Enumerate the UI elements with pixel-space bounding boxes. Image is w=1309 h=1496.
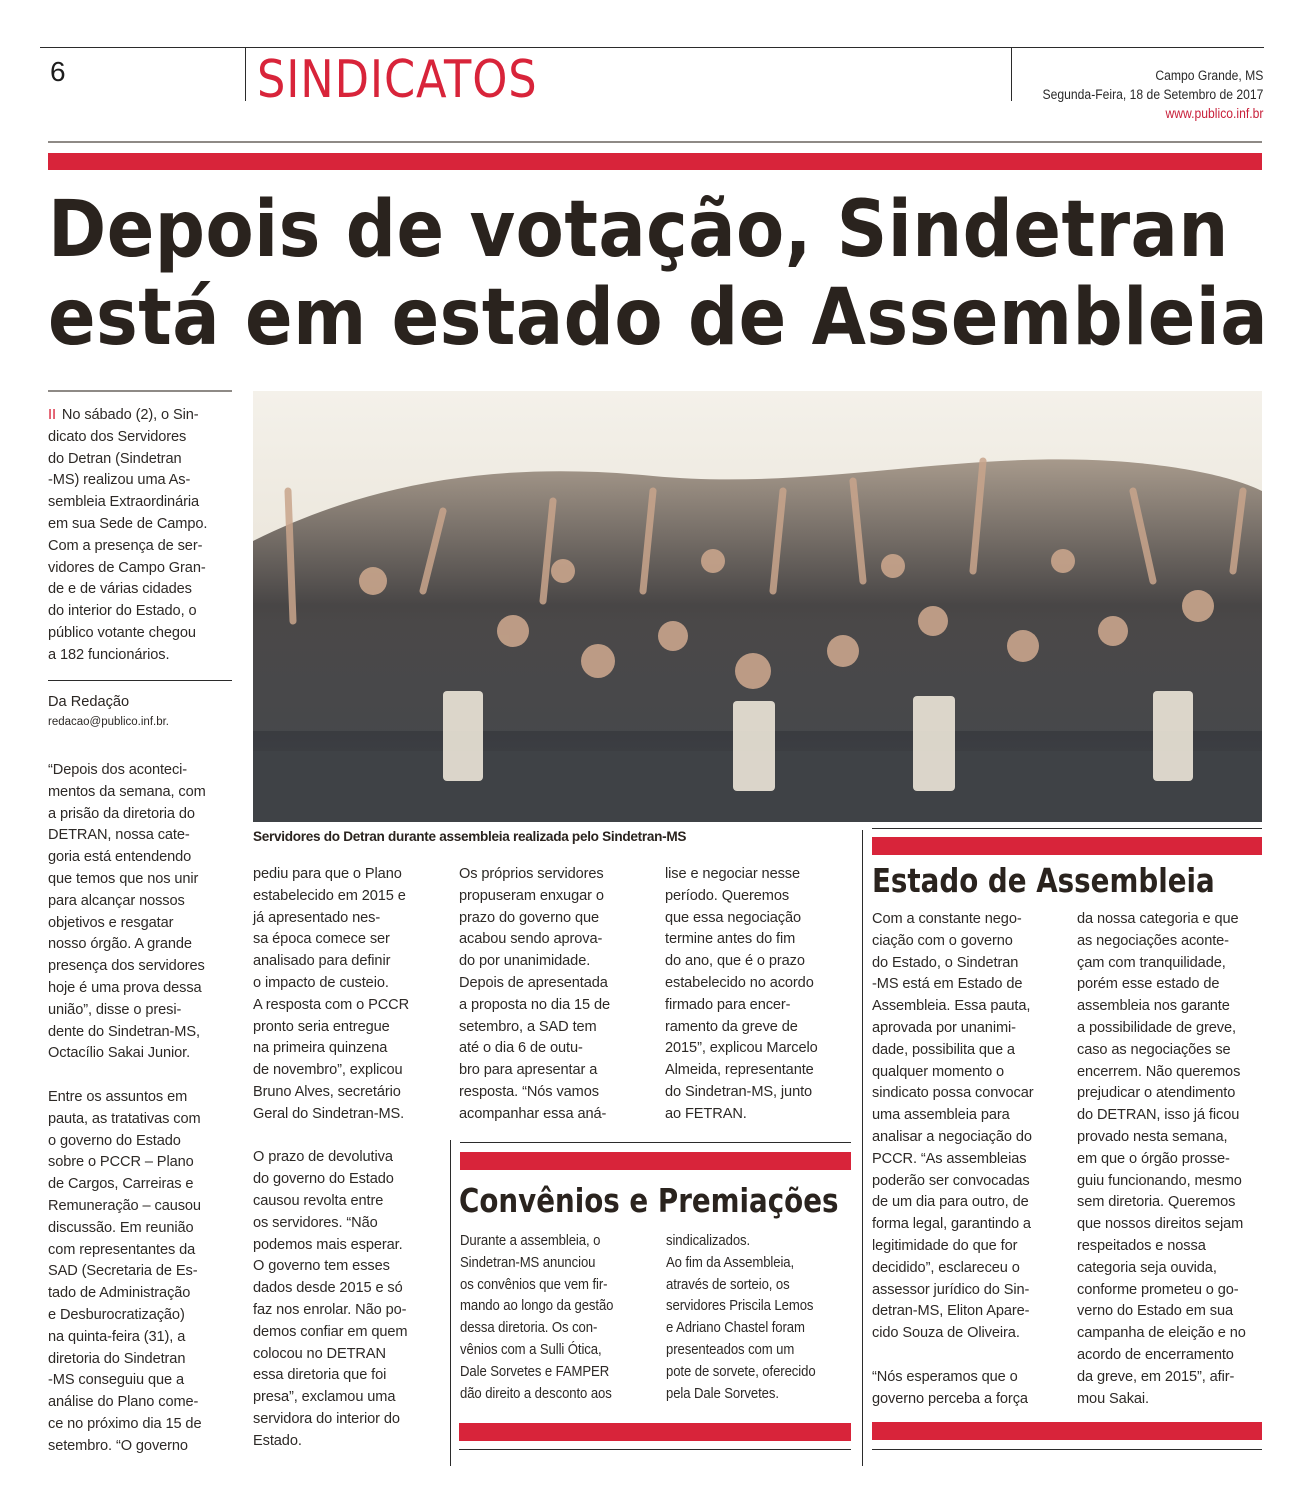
text-line: Estado.: [253, 1432, 302, 1449]
convenios-title: Convênios e Premiações: [459, 1181, 839, 1220]
text-line: que essa negociação: [665, 909, 802, 926]
body-column-3: [459, 864, 610, 1126]
text-line: 2015”, explicou Marcelo: [665, 1040, 818, 1057]
text-line: assessor jurídico do Sin-: [872, 1281, 1030, 1298]
convenios-bottom-rule: [459, 1449, 851, 1450]
text-line: guiu funcionando, mesmo: [1077, 1172, 1242, 1189]
text-line: “Nós esperamos que o: [872, 1368, 1018, 1385]
text-line: verno do Estado em sua: [1077, 1303, 1233, 1320]
convenios-column-1: [460, 1231, 613, 1405]
text-line: do ano, que é o prazo: [665, 953, 805, 970]
text-line: SAD (Secretaria de Es-: [48, 1263, 198, 1280]
text-line: a 182 funcionários.: [48, 646, 170, 663]
text-line: do DETRAN, isso já ficou: [1077, 1107, 1240, 1124]
text-line: dade, possibilita que a: [872, 1041, 1015, 1058]
author-email[interactable]: redacao@publico.inf.br.: [48, 716, 169, 728]
text-line: Almeida, representante: [665, 1062, 814, 1079]
text-line: servidora do interior do: [253, 1410, 400, 1427]
text-line: presa”, exclamou uma: [253, 1389, 396, 1406]
text-line: A resposta com o PCCR: [253, 996, 410, 1013]
text-line: Bruno Alves, secretário: [253, 1083, 401, 1100]
article-photo: [253, 391, 1262, 822]
body-column-1: [48, 760, 206, 1458]
text-line: [48, 1065, 206, 1087]
text-line: aprovada por unanimi-: [872, 1019, 1016, 1036]
convenios-top-rule: [460, 1142, 851, 1143]
text-line: acabou sendo aprova-: [459, 931, 603, 948]
text-line: servidores Priscila Lemos: [666, 1298, 814, 1315]
text-line: presenteados com um: [666, 1341, 795, 1358]
text-line: hoje é uma prova dessa: [48, 979, 202, 996]
text-line: de e de várias cidades: [48, 581, 192, 598]
text-line: forma legal, garantindo a: [872, 1216, 1031, 1233]
headline: [48, 185, 1269, 363]
text-line: nosso órgão. A grande: [48, 936, 192, 953]
text-line: mou Sakai.: [1077, 1390, 1150, 1407]
text-line: da nossa categoria e que: [1077, 911, 1239, 927]
masthead-divider-right: [1011, 47, 1012, 101]
text-line: da greve, em 2015”, afir-: [1077, 1368, 1235, 1385]
text-line: essa diretoria que foi: [253, 1367, 387, 1384]
text-line: para alcançar nossos: [48, 892, 185, 909]
text-line: setembro, a SAD tem: [459, 1018, 597, 1035]
text-line: na primeira quinzena: [253, 1040, 388, 1057]
body-column-2: [253, 864, 409, 1453]
text-line: Os próprios servidores: [459, 866, 604, 882]
text-line: análise do Plano come-: [48, 1394, 199, 1411]
text-line: período. Queremos: [665, 887, 790, 904]
convenios-bottom-red-bar: [459, 1423, 851, 1441]
text-line: DETRAN, nossa cate-: [48, 827, 190, 844]
text-line: de Cargos, Carreiras e: [48, 1176, 194, 1193]
text-line: Dale Sorvetes e FAMPER: [460, 1363, 610, 1380]
text-line: legitimidade do que for: [872, 1237, 1018, 1254]
text-line: firmado para encer-: [665, 996, 791, 1013]
text-line: analisar a negociação do: [872, 1128, 1032, 1145]
byline: Da Redação: [48, 694, 130, 710]
text-line: união”, disse o presi-: [48, 1001, 182, 1018]
text-line: Remuneração – causou: [48, 1197, 201, 1214]
text-line: pediu para que o Plano: [253, 866, 402, 882]
text-line: sindicalizados.: [666, 1233, 751, 1249]
text-line: assembleia nos garante: [1077, 998, 1230, 1015]
text-line: encerrem. Não queremos: [1077, 1063, 1241, 1080]
text-line: Depois de apresentada: [459, 974, 608, 991]
text-line: Geral do Sindetran-MS.: [253, 1105, 405, 1122]
text-line: acordo de encerramento: [1077, 1346, 1234, 1363]
estado-column-1: [872, 909, 1033, 1410]
estado-column-2: [1077, 909, 1246, 1410]
text-line: que nossos direitos sejam: [1077, 1216, 1244, 1233]
text-line: -MS) realizou uma As-: [48, 472, 191, 489]
text-line-content: No sábado (2), o Sin-: [61, 407, 199, 423]
masthead-red-bar: [48, 153, 1262, 170]
text-line: do Estado, o Sindetran: [872, 954, 1019, 971]
text-line: analisado para definir: [253, 953, 391, 970]
text-line: público votante chegou: [48, 624, 196, 641]
text-line: ramento da greve de: [665, 1018, 798, 1035]
text-line: porém esse estado de: [1077, 976, 1220, 993]
dateline: [1042, 66, 1263, 123]
text-line: as negociações aconte-: [1077, 932, 1229, 949]
text-line: Sindetran-MS anunciou: [460, 1254, 596, 1271]
text-line: mentos da semana, com: [48, 783, 206, 800]
masthead-gray-rule: [48, 141, 1262, 143]
text-line: [48, 405, 207, 427]
lead-top-rule: [48, 390, 232, 392]
text-line: discussão. Em reunião: [48, 1219, 194, 1236]
text-line: “Depois dos aconteci-: [48, 762, 188, 778]
text-line: através de sorteio, os: [666, 1276, 790, 1293]
text-line: caso as negociações se: [1077, 1041, 1231, 1058]
text-line: qualquer momento o: [872, 1063, 1005, 1080]
text-line: de um dia para outro, de: [872, 1194, 1029, 1211]
text-line: estabelecido no acordo: [665, 974, 814, 991]
text-line: dente do Sindetran-MS,: [48, 1023, 200, 1040]
text-line: uma assembleia para: [872, 1107, 1010, 1124]
masthead-divider-left: [245, 47, 246, 101]
text-line: goria está entendendo: [48, 849, 192, 866]
text-line: -MS conseguiu que a: [48, 1372, 185, 1389]
column-divider-convenios: [450, 1140, 451, 1466]
text-line: propuseram enxugar o: [459, 887, 604, 904]
text-line: colocou no DETRAN: [253, 1345, 386, 1362]
text-line: bro para apresentar a: [459, 1062, 598, 1079]
text-line: vênios com a Sulli Ótica,: [460, 1341, 602, 1358]
text-line: Com a presença de ser-: [48, 537, 203, 554]
text-line: causou revolta entre: [253, 1192, 384, 1209]
text-line: do Sindetran-MS, junto: [665, 1083, 813, 1100]
masthead-top-rule: [40, 47, 1264, 48]
text-line: pronto seria entregue: [253, 1018, 390, 1035]
text-line: na quinta-feira (31), a: [48, 1328, 186, 1345]
text-line: dão direito a desconto aos: [460, 1385, 612, 1402]
estado-top-rule: [872, 828, 1262, 829]
text-line: pote de sorvete, oferecido: [666, 1363, 816, 1380]
text-line: demos confiar em quem: [253, 1323, 408, 1340]
text-line: Durante a assembleia, o: [460, 1233, 601, 1249]
text-line: dessa diretoria. Os con-: [460, 1320, 598, 1337]
text-line: pauta, as tratativas com: [48, 1110, 201, 1127]
text-line: podemos mais esperar.: [253, 1236, 403, 1253]
text-line: sembleia Extraordinária: [48, 494, 200, 511]
text-line: cido Souza de Oliveira.: [872, 1325, 1020, 1342]
text-line: governo perceba a força: [872, 1390, 1028, 1407]
text-line: ciação com o governo: [872, 932, 1013, 949]
text-line: já apresentado nes-: [253, 909, 381, 926]
text-line: dados desde 2015 e só: [253, 1280, 403, 1297]
text-line: vidores de Campo Gran-: [48, 559, 206, 576]
city: Campo Grande, MS: [1154, 68, 1263, 83]
text-line: até o dia 6 de outu-: [459, 1040, 583, 1057]
text-line: diretoria do Sindetran: [48, 1350, 186, 1367]
section-title: SINDICATOS: [257, 50, 538, 110]
body-column-4: [665, 864, 818, 1126]
text-line: provado nesta semana,: [1077, 1128, 1228, 1145]
text-line: Assembleia. Essa pauta,: [872, 998, 1031, 1015]
text-line: Com a constante nego-: [872, 911, 1022, 927]
text-line: o governo do Estado: [48, 1132, 181, 1149]
column-divider-estado: [862, 830, 863, 1466]
text-line: respeitados e nossa: [1077, 1237, 1206, 1254]
text-line: a proposta no dia 15 de: [459, 996, 611, 1013]
text-line: com representantes da: [48, 1241, 196, 1258]
text-line: os convênios que vem fir-: [460, 1276, 608, 1293]
text-line: prejudicar o atendimento: [1077, 1085, 1236, 1102]
text-line: decidido”, esclareceu o: [872, 1259, 1020, 1276]
text-line: a possibilidade de greve,: [1077, 1019, 1236, 1036]
page-number: 6: [50, 56, 66, 87]
text-line: setembro. “O governo: [48, 1437, 188, 1454]
website-link[interactable]: www.publico.inf.br: [1165, 106, 1263, 121]
text-line: em sua Sede de Campo.: [48, 515, 208, 532]
text-line: do governo do Estado: [253, 1171, 394, 1188]
text-line: do Detran (Sindetran: [48, 450, 182, 467]
text-line: [872, 1345, 1033, 1367]
text-line: -MS está em Estado de: [872, 976, 1023, 993]
text-line: a prisão da diretoria do: [48, 805, 195, 822]
text-line: O prazo de devolutiva: [253, 1149, 393, 1166]
text-line: pela Dale Sorvetes.: [666, 1385, 779, 1402]
text-line: objetivos e resgatar: [48, 914, 174, 931]
text-line: dicato dos Servidores: [48, 428, 187, 445]
text-line: campanha de eleição e no: [1077, 1325, 1246, 1342]
text-line: estabelecido em 2015 e: [253, 887, 406, 904]
text-line: e Desburocratização): [48, 1306, 185, 1323]
text-line: conforme prometeu o go-: [1077, 1281, 1239, 1298]
lead-marker: II: [48, 407, 56, 423]
text-line: de novembro”, explicou: [253, 1062, 403, 1079]
text-line: Entre os assuntos em: [48, 1088, 188, 1105]
text-line: sem diretoria. Queremos: [1077, 1194, 1236, 1211]
estado-bottom-red-bar: [872, 1422, 1262, 1440]
photo-caption: Servidores do Detran durante assembleia realizada pelo Sindetran-MS: [253, 829, 687, 844]
text-line: lise e negociar nesse: [665, 866, 801, 882]
text-line: que temos que nos unir: [48, 870, 199, 887]
text-line: ce no próximo dia 15 de: [48, 1415, 202, 1432]
text-line: detran-MS, Eliton Apare-: [872, 1303, 1030, 1320]
text-line: do interior do Estado, o: [48, 603, 197, 620]
text-line: faz nos enrolar. Não po-: [253, 1301, 407, 1318]
text-line: ao FETRAN.: [665, 1105, 747, 1122]
photo-icon: [253, 391, 1262, 822]
lead-paragraph: [48, 405, 207, 667]
estado-bottom-rule: [872, 1449, 1262, 1450]
text-line: sindicato possa convocar: [872, 1085, 1034, 1102]
lead-bottom-rule: [48, 680, 232, 681]
text-line: Octacílio Sakai Junior.: [48, 1045, 191, 1062]
headline-line-2: está em estado de Assembleia: [48, 273, 1269, 363]
estado-title: Estado de Assembleia: [872, 861, 1215, 900]
text-line: em que o órgão prosse-: [1077, 1150, 1230, 1167]
date: Segunda-Feira, 18 de Setembro de 2017: [1042, 87, 1263, 102]
text-line: tado de Administração: [48, 1285, 191, 1302]
estado-top-red-bar: [872, 837, 1262, 855]
text-line: e Adriano Chastel foram: [666, 1320, 805, 1337]
text-line: categoria seja ouvida,: [1077, 1259, 1217, 1276]
text-line: O governo tem esses: [253, 1258, 390, 1275]
headline-line-1: Depois de votação, Sindetran: [48, 185, 1229, 275]
text-line: do por unanimidade.: [459, 953, 591, 970]
text-line: mando ao longo da gestão: [460, 1298, 614, 1315]
text-line: acompanhar essa aná-: [459, 1105, 607, 1122]
text-line: sobre o PCCR – Plano: [48, 1154, 194, 1171]
text-line: os servidores. “Não: [253, 1214, 378, 1231]
text-line: sa época comece ser: [253, 931, 390, 948]
text-line: PCCR. “As assembleias: [872, 1150, 1027, 1167]
convenios-top-red-bar: [460, 1152, 851, 1170]
text-line: resposta. “Nós vamos: [459, 1083, 599, 1100]
text-line: prazo do governo que: [459, 909, 599, 926]
text-line: çam com tranquilidade,: [1077, 954, 1226, 971]
text-line: o impacto de custeio.: [253, 974, 389, 991]
text-line: Ao fim da Assembleia,: [666, 1254, 795, 1271]
convenios-column-2: [666, 1231, 816, 1405]
text-line: termine antes do fim: [665, 931, 796, 948]
text-line: poderão ser convocadas: [872, 1172, 1030, 1189]
text-line: [253, 1126, 409, 1148]
text-line: presença dos servidores: [48, 958, 205, 975]
